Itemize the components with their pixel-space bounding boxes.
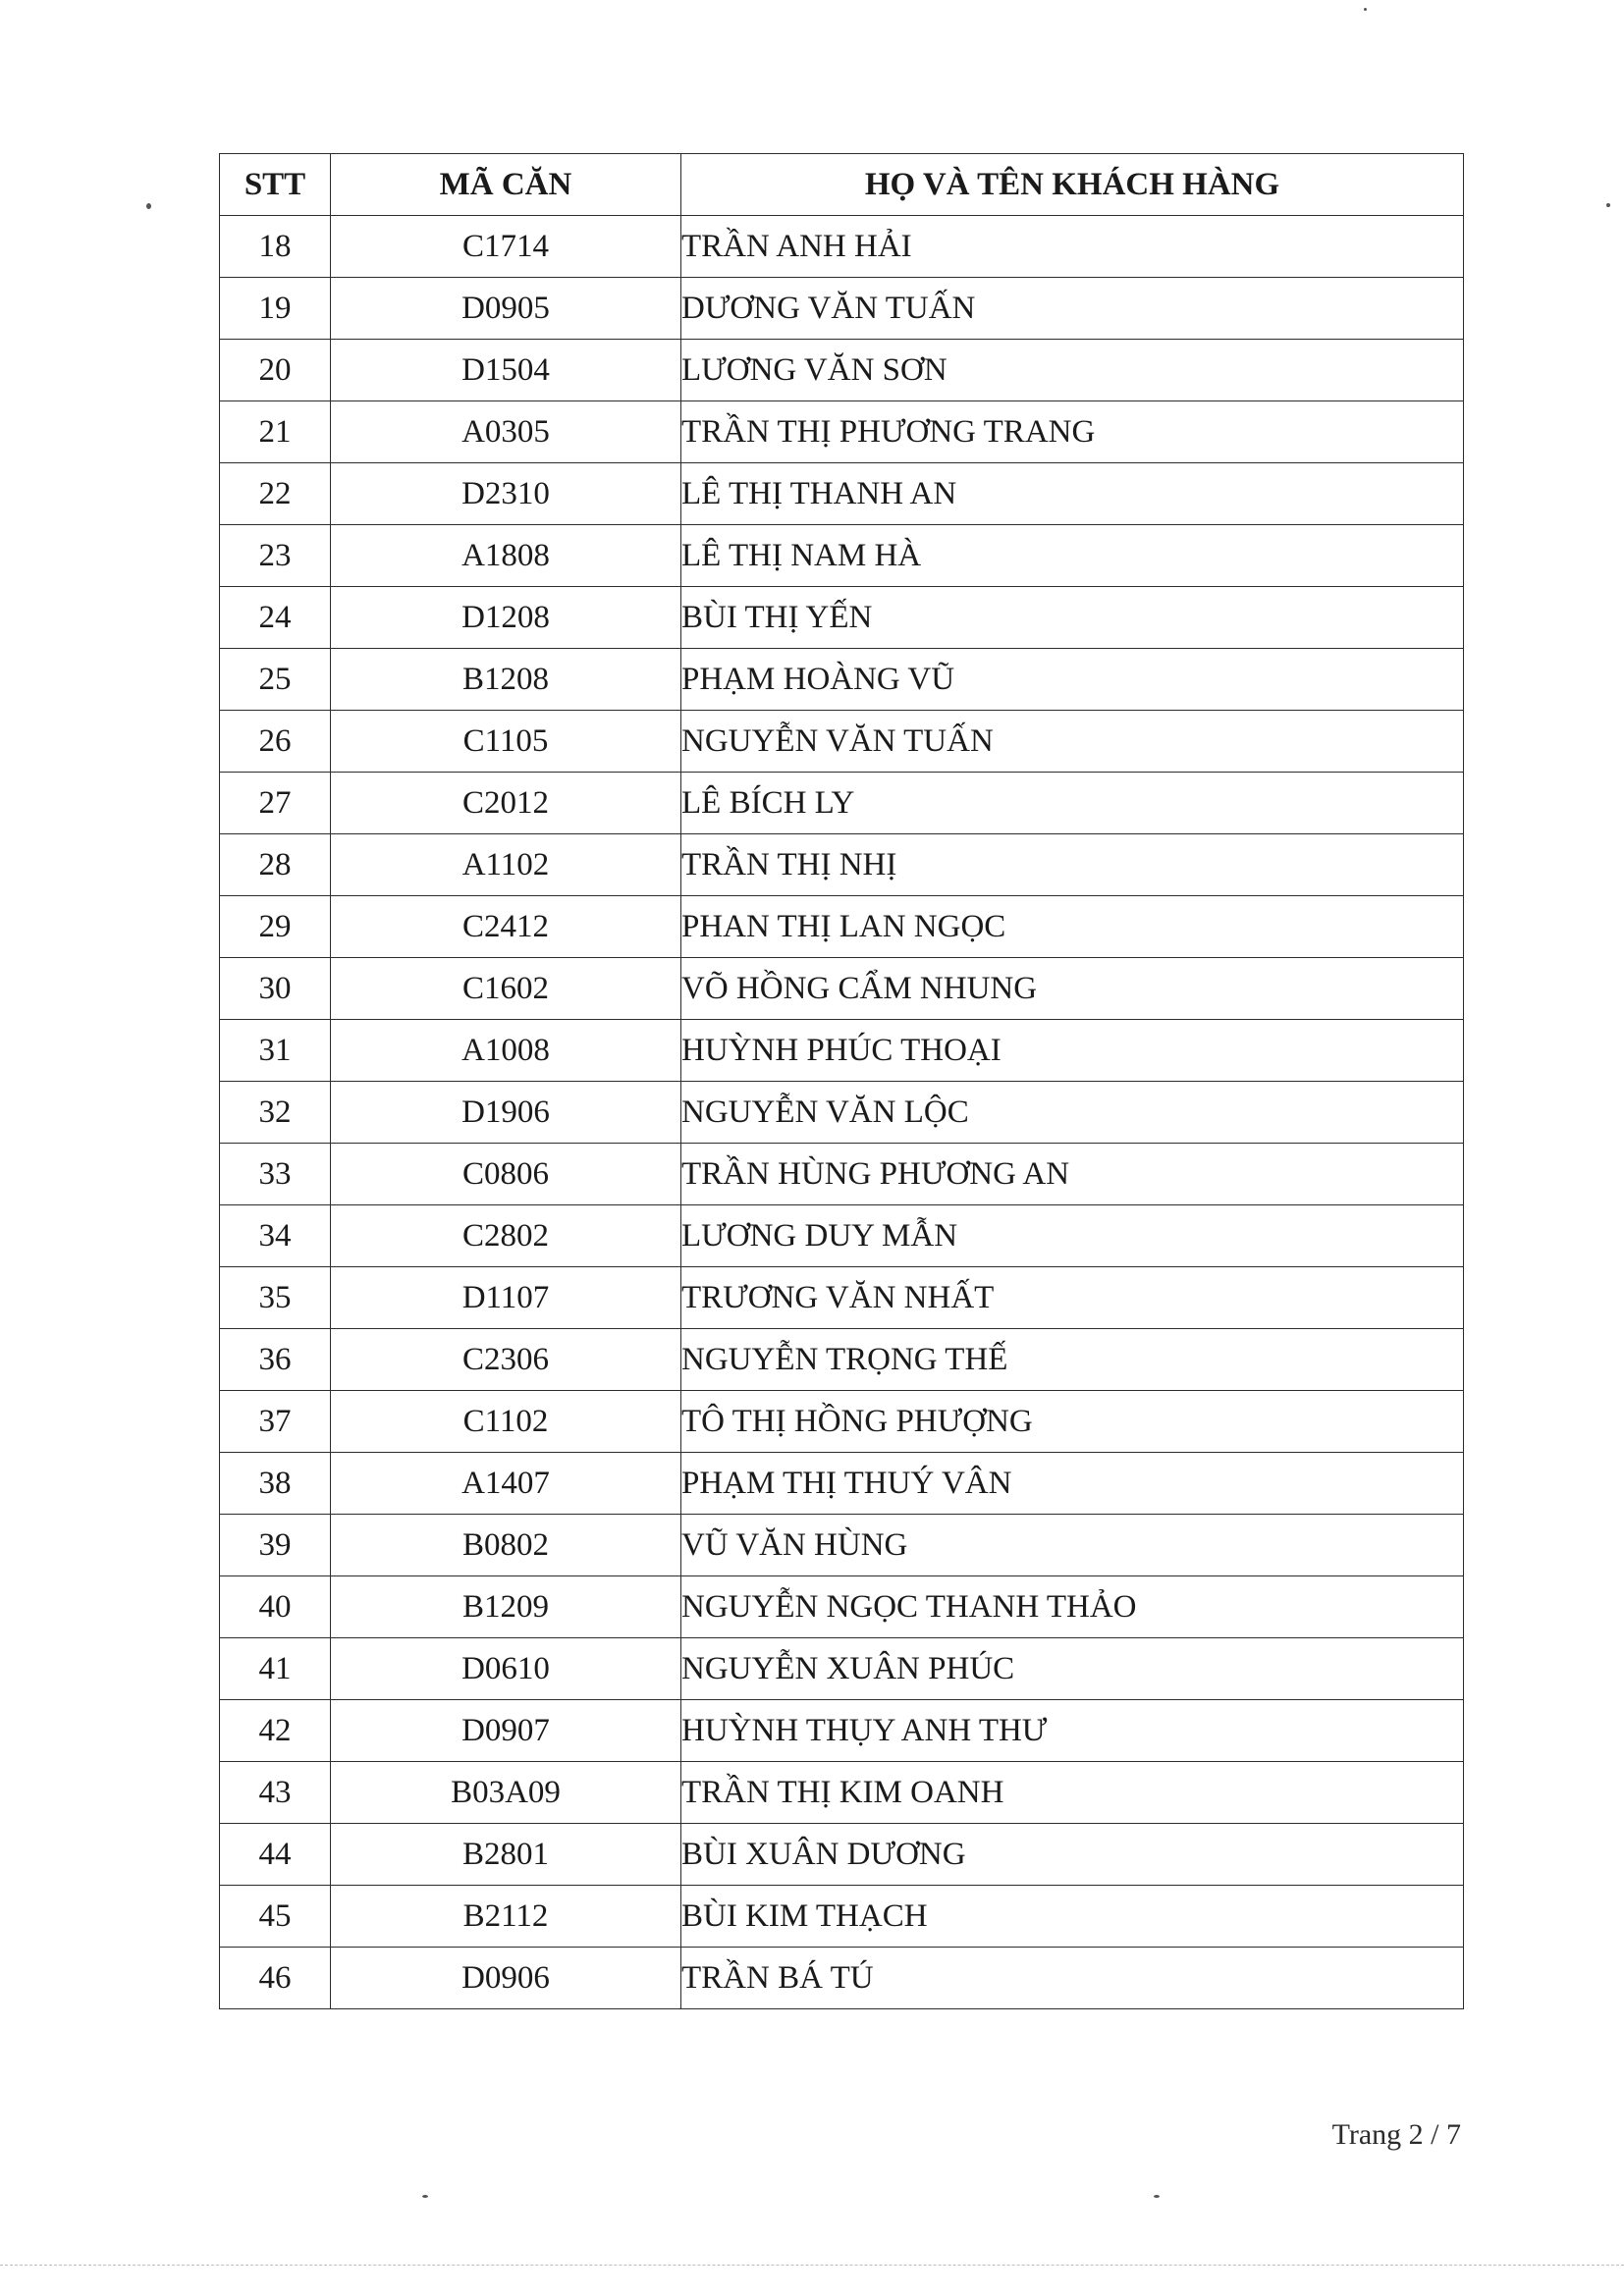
- cell-ma-can: B2801: [331, 1824, 681, 1886]
- table-row: [220, 1391, 1464, 1453]
- cell-stt: 39: [220, 1515, 331, 1576]
- scan-speck: [146, 203, 151, 209]
- cell-ho-ten: TRẦN THỊ PHƯƠNG TRANG: [681, 401, 1464, 463]
- table-row: [220, 340, 1464, 401]
- cell-stt: 18: [220, 216, 331, 278]
- cell-ho-ten: TRẦN HÙNG PHƯƠNG AN: [681, 1144, 1464, 1205]
- cell-ma-can: D1504: [331, 340, 681, 401]
- cell-ma-can: D0905: [331, 278, 681, 340]
- cell-stt: 43: [220, 1762, 331, 1824]
- table-row: [220, 896, 1464, 958]
- cell-ho-ten: HUỲNH THỤY ANH THƯ: [681, 1700, 1464, 1762]
- cell-ma-can: B03A09: [331, 1762, 681, 1824]
- cell-stt: 45: [220, 1886, 331, 1948]
- table-row: [220, 1082, 1464, 1144]
- table-row: [220, 834, 1464, 896]
- cell-ho-ten: BÙI THỊ YẾN: [681, 587, 1464, 649]
- table-row: [220, 401, 1464, 463]
- cell-ma-can: A1008: [331, 1020, 681, 1082]
- cell-ma-can: D1906: [331, 1082, 681, 1144]
- cell-ho-ten: PHẠM THỊ THUÝ VÂN: [681, 1453, 1464, 1515]
- table-row: [220, 587, 1464, 649]
- table-row: [220, 1762, 1464, 1824]
- cell-ma-can: B0802: [331, 1515, 681, 1576]
- cell-ma-can: A0305: [331, 401, 681, 463]
- customer-table: [219, 153, 1464, 2009]
- cell-ho-ten: LÊ BÍCH LY: [681, 773, 1464, 834]
- cell-stt: 40: [220, 1576, 331, 1638]
- cell-ho-ten: TÔ THỊ HỒNG PHƯỢNG: [681, 1391, 1464, 1453]
- cell-ho-ten: NGUYỄN XUÂN PHÚC: [681, 1638, 1464, 1700]
- cell-stt: 20: [220, 340, 331, 401]
- table-row: [220, 1453, 1464, 1515]
- table-header-row: [220, 154, 1464, 216]
- cell-ho-ten: PHAN THỊ LAN NGỌC: [681, 896, 1464, 958]
- cell-ho-ten: TRẦN BÁ TÚ: [681, 1948, 1464, 2009]
- cell-ho-ten: LƯƠNG DUY MẪN: [681, 1205, 1464, 1267]
- scan-speck: [1606, 203, 1610, 207]
- cell-ma-can: C1102: [331, 1391, 681, 1453]
- cell-ho-ten: PHẠM HOÀNG VŨ: [681, 649, 1464, 711]
- cell-ho-ten: NGUYỄN VĂN LỘC: [681, 1082, 1464, 1144]
- cell-stt: 19: [220, 278, 331, 340]
- cell-stt: 22: [220, 463, 331, 525]
- table-header: [220, 154, 1464, 216]
- cell-stt: 29: [220, 896, 331, 958]
- cell-stt: 42: [220, 1700, 331, 1762]
- table-row: [220, 1638, 1464, 1700]
- cell-ma-can: C2412: [331, 896, 681, 958]
- cell-stt: 30: [220, 958, 331, 1020]
- cell-ho-ten: TRẦN THỊ NHỊ: [681, 834, 1464, 896]
- table-row: [220, 958, 1464, 1020]
- cell-ma-can: C0806: [331, 1144, 681, 1205]
- cell-stt: 33: [220, 1144, 331, 1205]
- cell-ma-can: C2306: [331, 1329, 681, 1391]
- table-row: [220, 525, 1464, 587]
- cell-stt: 44: [220, 1824, 331, 1886]
- cell-ma-can: B2112: [331, 1886, 681, 1948]
- table-row: [220, 1948, 1464, 2009]
- cell-stt: 27: [220, 773, 331, 834]
- table-row: [220, 1205, 1464, 1267]
- cell-stt: 36: [220, 1329, 331, 1391]
- page-number: Trang 2 / 7: [1331, 2118, 1461, 2151]
- table-row: [220, 1329, 1464, 1391]
- cell-stt: 28: [220, 834, 331, 896]
- cell-ho-ten: LƯƠNG VĂN SƠN: [681, 340, 1464, 401]
- cell-ma-can: A1102: [331, 834, 681, 896]
- cell-ho-ten: BÙI XUÂN DƯƠNG: [681, 1824, 1464, 1886]
- column-header-ho-ten: HỌ VÀ TÊN KHÁCH HÀNG: [681, 154, 1464, 216]
- cell-ho-ten: TRƯƠNG VĂN NHẤT: [681, 1267, 1464, 1329]
- cell-ma-can: D0907: [331, 1700, 681, 1762]
- scan-speck: [422, 2195, 428, 2198]
- table-row: [220, 278, 1464, 340]
- cell-stt: 38: [220, 1453, 331, 1515]
- cell-stt: 21: [220, 401, 331, 463]
- cell-ho-ten: TRẦN THỊ KIM OANH: [681, 1762, 1464, 1824]
- scan-speck: [1364, 8, 1367, 11]
- table-row: [220, 1824, 1464, 1886]
- cell-stt: 24: [220, 587, 331, 649]
- cell-stt: 34: [220, 1205, 331, 1267]
- table-row: [220, 1886, 1464, 1948]
- cell-ho-ten: NGUYỄN NGỌC THANH THẢO: [681, 1576, 1464, 1638]
- cell-ho-ten: VÕ HỒNG CẨM NHUNG: [681, 958, 1464, 1020]
- cell-stt: 37: [220, 1391, 331, 1453]
- cell-ma-can: B1209: [331, 1576, 681, 1638]
- table-row: [220, 216, 1464, 278]
- cell-ma-can: B1208: [331, 649, 681, 711]
- cell-ma-can: D0906: [331, 1948, 681, 2009]
- cell-ho-ten: NGUYỄN TRỌNG THẾ: [681, 1329, 1464, 1391]
- cell-ma-can: D1208: [331, 587, 681, 649]
- cell-ma-can: C1714: [331, 216, 681, 278]
- cell-ma-can: D2310: [331, 463, 681, 525]
- table-row: [220, 1576, 1464, 1638]
- cell-ma-can: C1602: [331, 958, 681, 1020]
- cell-stt: 31: [220, 1020, 331, 1082]
- cell-ma-can: A1407: [331, 1453, 681, 1515]
- cell-ma-can: A1808: [331, 525, 681, 587]
- table-row: [220, 1020, 1464, 1082]
- cell-stt: 41: [220, 1638, 331, 1700]
- cell-stt: 46: [220, 1948, 331, 2009]
- cell-ma-can: D1107: [331, 1267, 681, 1329]
- table-body: [220, 216, 1464, 2009]
- scan-speck: [1154, 2195, 1160, 2198]
- cell-stt: 25: [220, 649, 331, 711]
- cell-ho-ten: DƯƠNG VĂN TUẤN: [681, 278, 1464, 340]
- cell-stt: 26: [220, 711, 331, 773]
- cell-stt: 23: [220, 525, 331, 587]
- cell-stt: 32: [220, 1082, 331, 1144]
- cell-ho-ten: NGUYỄN VĂN TUẤN: [681, 711, 1464, 773]
- column-header-stt: STT: [220, 154, 331, 216]
- cell-ma-can: C2802: [331, 1205, 681, 1267]
- table-row: [220, 649, 1464, 711]
- cell-ho-ten: LÊ THỊ NAM HÀ: [681, 525, 1464, 587]
- cell-ho-ten: HUỲNH PHÚC THOẠI: [681, 1020, 1464, 1082]
- cell-ma-can: D0610: [331, 1638, 681, 1700]
- cell-ho-ten: BÙI KIM THẠCH: [681, 1886, 1464, 1948]
- cell-ma-can: C1105: [331, 711, 681, 773]
- table-row: [220, 1515, 1464, 1576]
- cell-stt: 35: [220, 1267, 331, 1329]
- column-header-ma-can: MÃ CĂN: [331, 154, 681, 216]
- cell-ma-can: C2012: [331, 773, 681, 834]
- table-row: [220, 463, 1464, 525]
- table-row: [220, 711, 1464, 773]
- table-row: [220, 773, 1464, 834]
- cell-ho-ten: TRẦN ANH HẢI: [681, 216, 1464, 278]
- table-row: [220, 1700, 1464, 1762]
- scan-edge-line: [0, 2265, 1624, 2266]
- cell-ho-ten: LÊ THỊ THANH AN: [681, 463, 1464, 525]
- table-row: [220, 1267, 1464, 1329]
- table-row: [220, 1144, 1464, 1205]
- cell-ho-ten: VŨ VĂN HÙNG: [681, 1515, 1464, 1576]
